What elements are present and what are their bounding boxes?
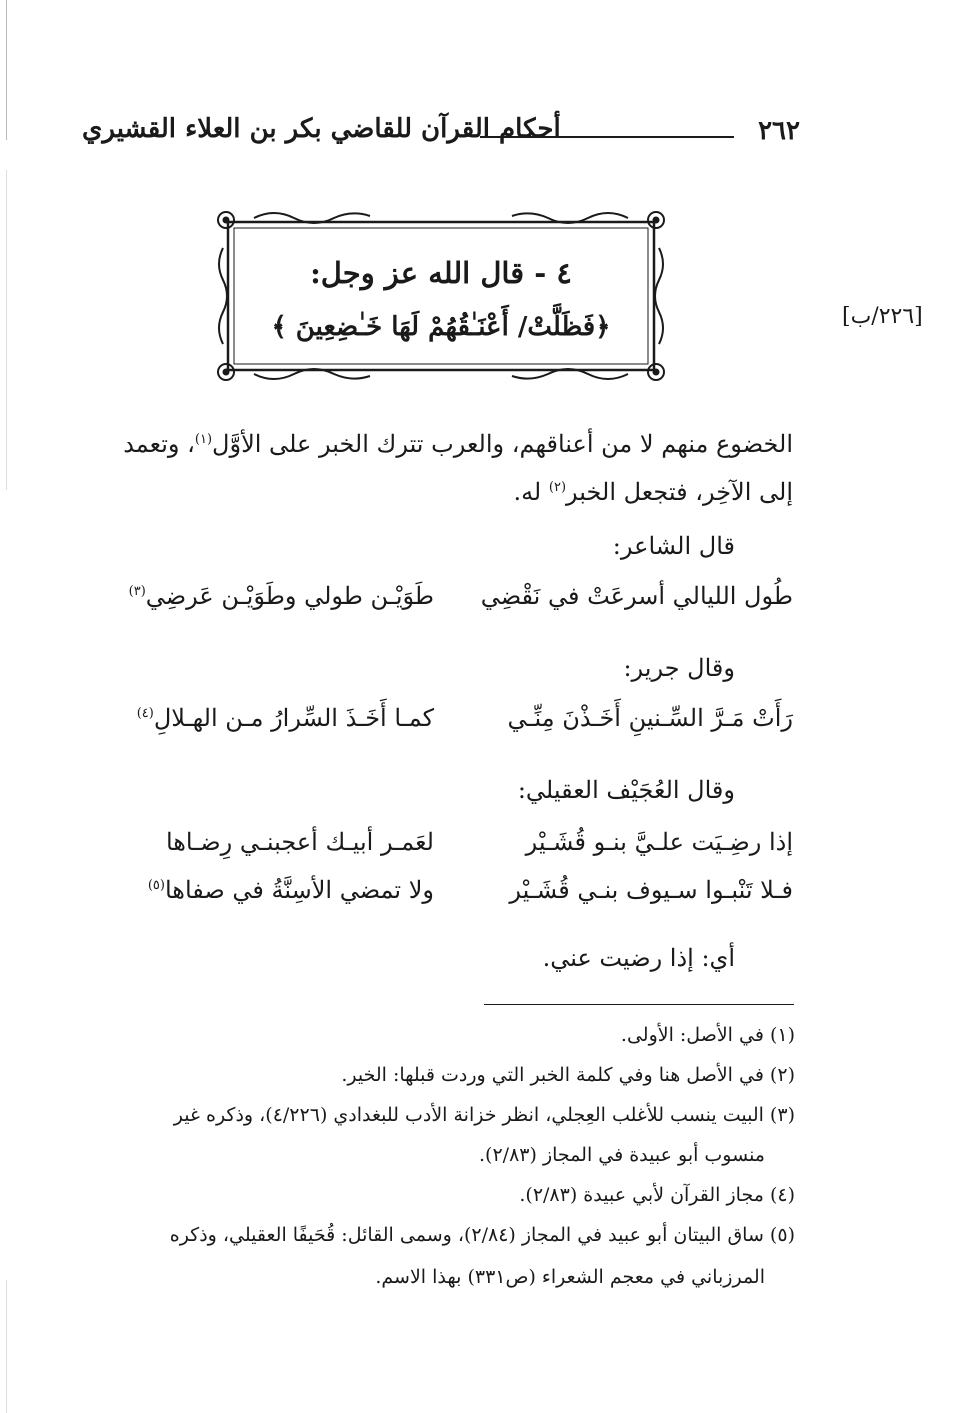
verse-text: ولا تمضي الأسِنَّةُ في صفاها xyxy=(164,876,434,904)
footnote-marker: (٣) xyxy=(128,584,146,599)
footnote: (٣) البيت ينسب للأغلب العِجلي، انظر خزانة الأدب للبغدادي (٤/٢٢٦)، وذكره غير xyxy=(173,1104,795,1126)
poet-intro: وقال جرير: xyxy=(623,654,735,682)
footnote-separator xyxy=(484,1004,794,1005)
verse-hemistich-right: رَأَتْ مَـرَّ السِّـنينِ أَخَـذْنَ مِنِّـي xyxy=(507,704,793,732)
verse-hemistich-left xyxy=(104,876,434,904)
body-text: ، وتعمد xyxy=(123,430,195,458)
ornamental-frame xyxy=(214,208,668,384)
verse-text: طَوَيْـن طولي وطَوَيْـن عَرضِي xyxy=(145,582,434,610)
body-paragraph-line xyxy=(513,464,793,516)
verse-hemistich-left xyxy=(104,704,434,732)
footnote: (١) في الأصل: الأولى. xyxy=(620,1024,795,1046)
footnote: (٢) في الأصل هنا وفي كلمة الخبر التي وردت قبلها: الخير. xyxy=(341,1064,795,1086)
verse-hemistich-right: فـلا تَنْبـوا سـيوف بنـي قُشَـيْر xyxy=(509,876,793,904)
body-text: إلى الآخِر، فتجعل الخبر xyxy=(566,478,793,506)
section-heading: ٤ - قال الله عز وجل: xyxy=(310,256,572,290)
verse-hemistich-right: إذا رضِـيَت علـيَّ بنـو قُشَـيْر xyxy=(525,828,793,856)
page-number: ٢٦٢ xyxy=(758,116,800,146)
scan-edge-line xyxy=(6,1280,7,1413)
body-text: له. xyxy=(513,478,542,506)
poet-intro: قال الشاعر: xyxy=(612,532,735,560)
footnote-marker: (٥) xyxy=(147,878,165,893)
verse-text: كمـا أَخَـذَ السِّرارُ مـن الهـلالِ xyxy=(153,704,434,732)
footnote-continuation: المرزباني في معجم الشعراء (ص٣٣١) بهذا الاسم. xyxy=(375,1266,765,1288)
footnote: (٥) ساق البيتان أبو عبيد في المجاز (٢/٨٤)، وسمى القائل: قُحَيفًا العقيلي، وذكره xyxy=(169,1224,795,1246)
footnote: (٤) مجاز القرآن لأبي عبيدة (٢/٨٣). xyxy=(519,1184,795,1206)
manuscript-folio-reference: [٢٢٦/ب] xyxy=(842,304,923,329)
verse-hemistich-left: لعَمـر أبيـك أعجبنـي رِضـاها xyxy=(165,828,434,856)
running-title: أحكام القرآن للقاضي بكر بن العلاء القشيري xyxy=(82,114,561,144)
closing-line: أي: إذا رضيت عني. xyxy=(542,944,735,972)
poet-intro: وقال العُجَيْف العقيلي: xyxy=(517,776,735,804)
page-header xyxy=(82,110,800,154)
verse-hemistich-left xyxy=(104,582,434,610)
body-paragraph-line xyxy=(92,416,793,468)
verse-hemistich-right: طُول الليالي أسرعَتْ في نَقْضِي xyxy=(480,582,793,610)
frame-border-ornament xyxy=(214,208,668,384)
body-text: الخضوع منهم لا من أعناقهم، والعرب تترك الخبر على الأوَّل xyxy=(212,430,793,458)
footnote-marker: (٤) xyxy=(136,706,154,721)
footnote-marker: (٢) xyxy=(548,480,567,495)
quran-verse: ﴿فَظَلَّتْ/ أَعْنَـٰقُهُمْ لَهَا خَـٰضِعِينَ ﴾ xyxy=(271,312,611,342)
scan-edge-line xyxy=(6,170,7,490)
scan-edge-line xyxy=(6,0,7,140)
footnote-marker: (١) xyxy=(194,432,213,447)
footnote-continuation: منسوب أبو عبيدة في المجاز (٢/٨٣). xyxy=(479,1144,765,1166)
